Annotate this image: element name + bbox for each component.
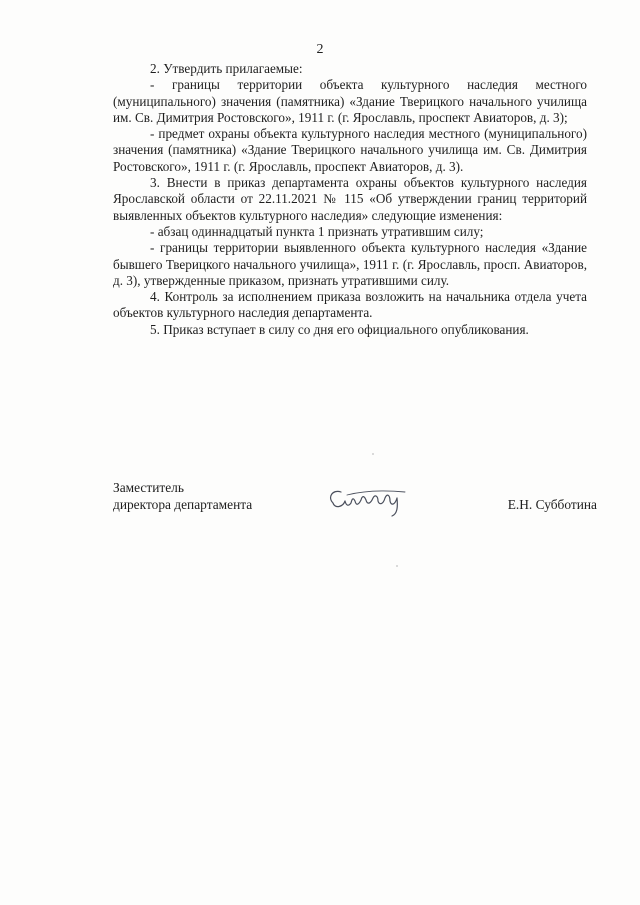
- document-body: [113, 61, 587, 338]
- paragraph-invalidate-boundaries: - границы территории выявленного объекта культурного наследия «Здание бывшего Тверицкого начального училища», 1911 г. (г. Ярославль, просп. Авиаторов, д. 3), утвержденные приказом, признать утратившими силу.: [113, 240, 587, 288]
- paragraph-effective-date: 5. Приказ вступает в силу со дня его официального опубликования.: [150, 321, 529, 337]
- paragraph-approve: 2. Утвердить прилагаемые:: [150, 61, 303, 76]
- paragraph-protection-subject: - предмет охраны объекта культурного наследия местного (муниципального) значения (памятника) «Здание Тверицкого начального училища им. Св. Димитрия Ростовского», 1911 г. (г. Ярославль, проспект Авиаторов, д. 3).: [113, 126, 587, 174]
- signatory-position: [113, 479, 333, 513]
- paragraph-control: 4. Контроль за исполнением приказа возложить на начальника отдела учета объектов культурного наследия департамента.: [113, 289, 587, 321]
- scan-speck: [372, 453, 374, 455]
- signatory-position-line1: Заместитель: [113, 480, 184, 495]
- paragraph-amend-order: 3. Внести в приказ департамента охраны объектов культурного наследия Ярославской области от 22.11.2021 № 115 «Об утверждении границ территорий выявленных объектов культурного наследия» следующие изменения:: [113, 175, 587, 223]
- page-number: 2: [316, 42, 324, 57]
- signatory-position-line2: директора департамента: [113, 497, 253, 512]
- handwritten-signature-icon: [323, 483, 415, 517]
- signatory-name: Е.Н. Субботина: [507, 497, 597, 512]
- paragraph-territory-boundaries: - границы территории объекта культурного наследия местного (муниципального) значения (памятника) «Здание Тверицкого начального училища им. Св. Димитрия Ростовского», 1911 г. (г. Ярославль, проспект Авиаторов, д. 3);: [113, 77, 587, 125]
- scan-speck: [396, 565, 398, 567]
- paragraph-invalidate-clause: - абзац одиннадцатый пункта 1 признать утратившим силу;: [150, 223, 484, 239]
